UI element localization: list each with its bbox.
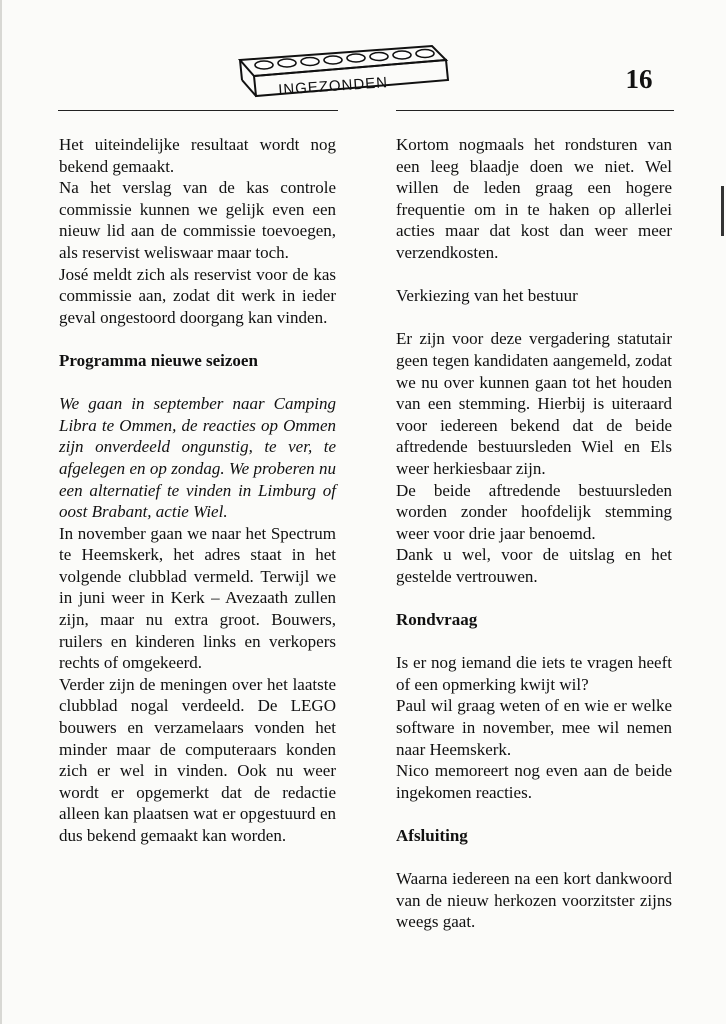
page-number: 16	[625, 64, 653, 94]
header-rule-right	[396, 110, 674, 111]
paragraph: José meldt zich als reservist voor de kas commissie aan, zodat dit werk in ieder geval ongestoord doorgang kan vinden.	[59, 264, 336, 327]
section-heading: Afsluiting	[396, 826, 468, 845]
right-column	[396, 134, 672, 933]
paragraph: Kortom nogmaals het rondsturen van een leeg blaadje doen we niet. Wel willen de leden graag een hogere frequentie om in te haken op allerlei acties maar dat kost dan weer meer verzendkosten.	[396, 135, 672, 262]
paragraph: Nico memoreert nog even aan de beide ingekomen reacties.	[396, 761, 672, 802]
paragraph: In november gaan we naar het Spectrum te Heemskerk, het adres staat in het volgende clubblad vermeld. Terwijl we in juni weer in Kerk – Avezaath zullen zijn, maar nu extra groot. Bouwers, ruilers en kinderen links en verkopers rechts of omgekeerd.	[59, 523, 336, 673]
header-rule-left	[58, 110, 338, 111]
paragraph: De beide aftredende bestuursleden worden zonder hoofdelijk stemming weer voor drie jaar benoemd.	[396, 480, 672, 543]
lego-brick-logo	[236, 38, 450, 100]
paragraph: Verder zijn de meningen over het laatste clubblad nogal verdeeld. De LEGO bouwers en verzamelaars vonden het minder maar de computeraars konden zich er wel in vinden. Ook nu weer wordt er opgemerkt dat de redactie alleen kan plaatsen wat er opgestuurd en dus bekend gemaakt kan worden.	[59, 674, 336, 845]
paragraph: Na het verslag van de kas controle commissie kunnen we gelijk even een nieuw lid aan de commissie toevoegen, als reservist weliswaar maar toch.	[59, 178, 336, 262]
section-heading: Programma nieuwe seizoen	[59, 350, 258, 370]
paragraph: Paul wil graag weten of en wie er welke software in november, mee wil nemen naar Heemskerk.	[396, 696, 672, 759]
scan-mark	[721, 186, 724, 236]
paragraph: Dank u wel, voor de uitslag en het gestelde vertrouwen.	[396, 545, 672, 586]
paragraph: Is er nog iemand die iets te vragen heeft of een opmerking kwijt wil?	[396, 653, 672, 694]
paragraph: Het uiteindelijke resultaat wordt nog bekend gemaakt.	[59, 135, 336, 176]
paragraph-italic: We gaan in september naar Camping Libra te Ommen, de reacties op Ommen zijn onverdeeld ongunstig, te ver, te afgelegen en op zondag. We proberen nu een alternatief te vinden in Limburg of oost Brabant, actie Wiel.	[59, 394, 336, 522]
paragraph: Verkiezing van het bestuur	[396, 286, 578, 306]
scan-edge	[0, 0, 2, 1024]
logo-text: INGEZONDEN	[277, 74, 389, 99]
paragraph: Waarna iedereen na een kort dankwoord van de nieuw herkozen voorzitster zijns weegs gaat.	[396, 869, 672, 932]
section-heading: Rondvraag	[396, 610, 478, 630]
left-column	[59, 134, 336, 847]
paragraph: Er zijn voor deze vergadering statutair geen tegen kandidaten aangemeld, zodat we nu over kunnen gaan tot het houden van een stemming. Hierbij is uiteraard voor iedereen bekend dat de beide aftredende bestuursleden Wiel en Els weer herkiesbaar zijn.	[396, 329, 672, 478]
